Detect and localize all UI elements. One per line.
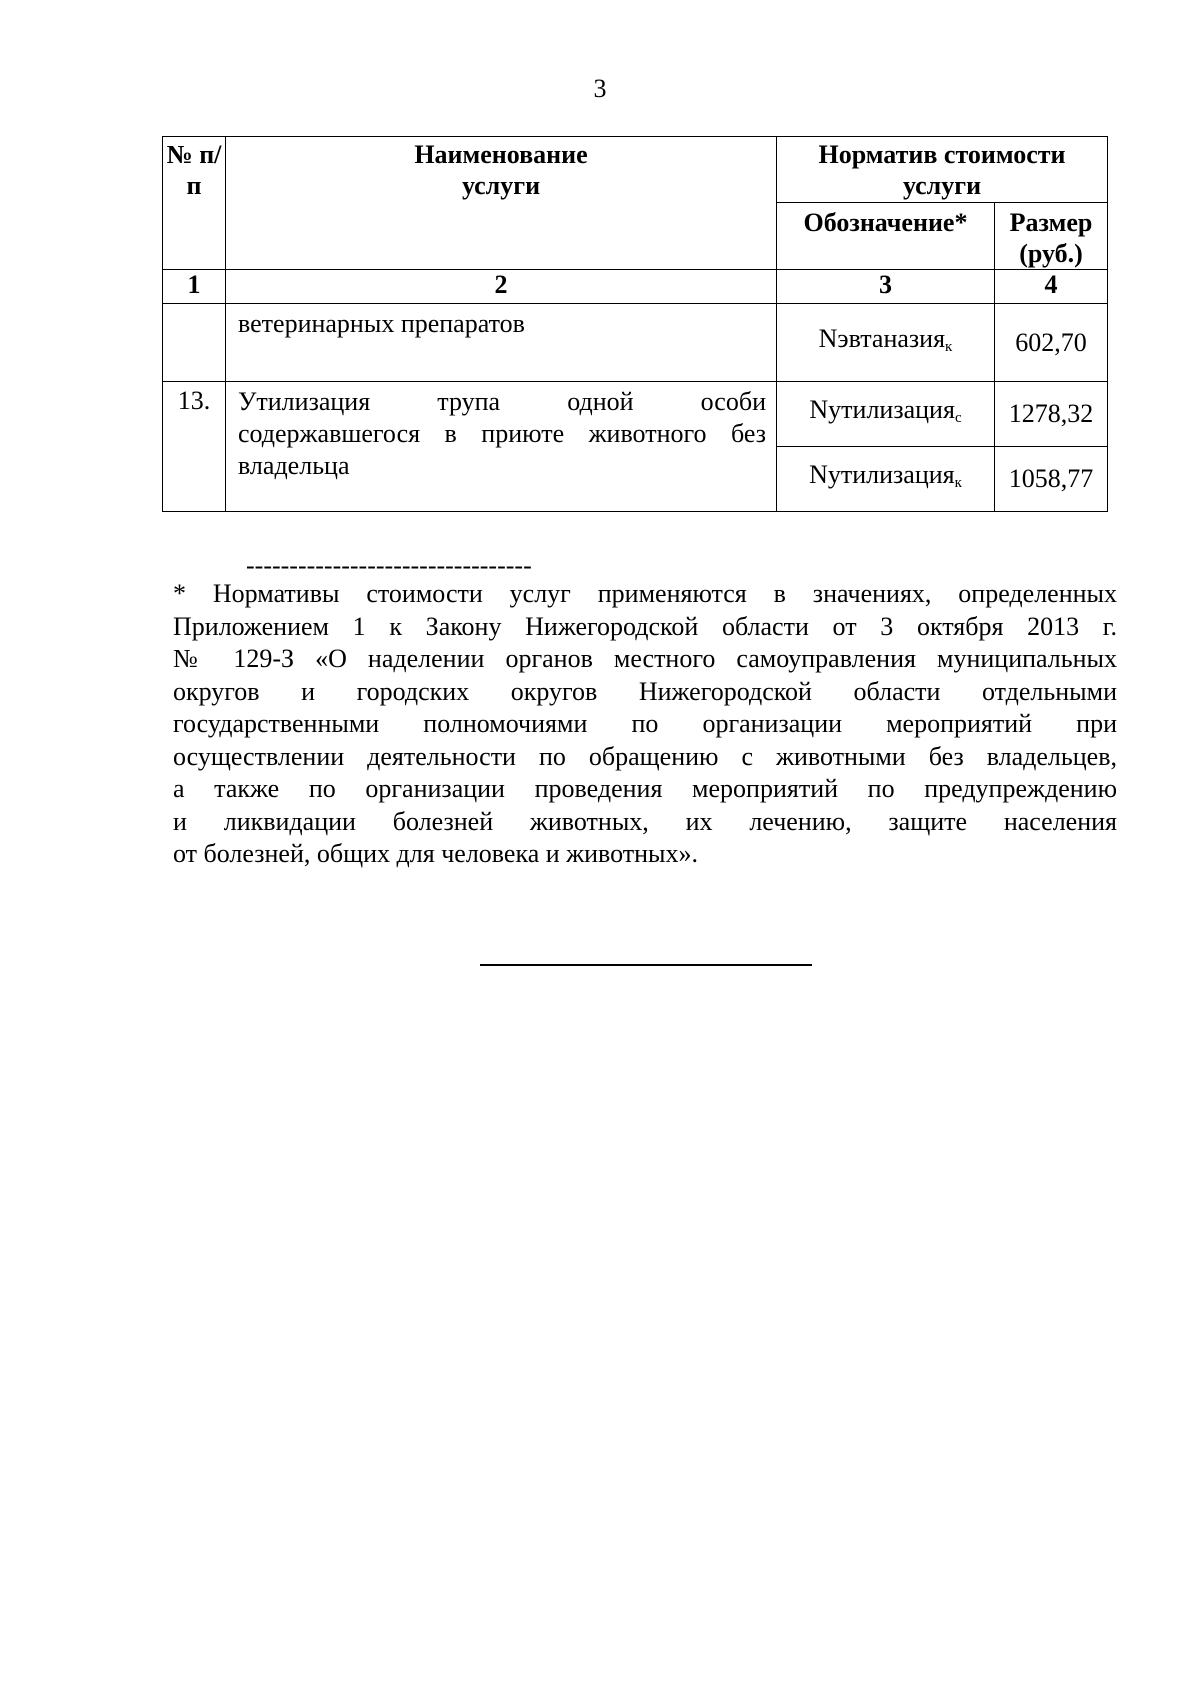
footnote-line: а также по организации проведения мероприятий по предупреждению [173, 774, 1117, 803]
designation-cell [777, 382, 995, 447]
service-name-line-3: владельца [238, 451, 350, 480]
footnote-line: округов и городских округов Нижегородской области отдельными [173, 676, 1117, 706]
designation-index: с [954, 410, 962, 426]
size-value: 1278,32 [995, 382, 1108, 447]
table-header-row [163, 137, 1108, 203]
header-number: № п/п [163, 137, 226, 270]
footnote-line: № 129-З «О наделении органов местного самоуправления муниципальных [173, 644, 1117, 673]
service-name [226, 382, 777, 512]
footnote-line: * Нормативы стоимости услуг применяются в значениях, определенных [173, 579, 1117, 608]
services-table [162, 136, 1108, 512]
designation-base: Nэвтаназия [818, 323, 946, 353]
designation-index: к [954, 475, 962, 491]
header-cost-norm [777, 137, 1108, 203]
designation-base: Nутилизация [809, 395, 955, 424]
size-value: 1058,77 [995, 447, 1108, 512]
footnote-line: Приложением 1 к Закону Нижегородской области от 3 октября 2013 г. [173, 611, 1117, 641]
column-number-2: 2 [226, 270, 777, 304]
footnote-separator: --------------------------------- [246, 551, 532, 580]
designation-base: Nутилизация [809, 460, 955, 489]
footnote-line: от болезней, общих для человека и животных». [173, 839, 699, 868]
footnote-line: осуществлении деятельности по обращению с животными без владельцев, [173, 741, 1117, 771]
footnote-line: и ликвидации болезней животных, их лечению, защите населения [173, 806, 1117, 836]
designation-cell [777, 447, 995, 512]
row-number: 13. [163, 382, 226, 512]
column-number-4: 4 [995, 270, 1108, 304]
row-number [163, 304, 226, 382]
service-name-line-2: содержавшегося в приюте животного без [238, 419, 766, 448]
designation-cell [777, 304, 995, 382]
designation-index: к [945, 338, 953, 355]
service-name-line-1: Утилизация трупа одной особи [238, 387, 766, 416]
footnote [173, 578, 1117, 871]
end-rule [480, 964, 812, 966]
size-value: 602,70 [995, 304, 1108, 382]
header-size [995, 203, 1108, 270]
page-number: 3 [593, 74, 607, 103]
table-row [163, 304, 1108, 382]
service-name: ветеринарных препаратов [226, 304, 777, 382]
column-numbers-row [163, 270, 1108, 304]
column-number-1: 1 [163, 270, 226, 304]
header-service-name-text: Наименование услуги [414, 140, 588, 200]
header-cost-norm-text: Норматив стоимости услуги [818, 140, 1066, 200]
header-size-text: Размер (руб.) [1009, 208, 1093, 268]
header-designation: Обозначение* [777, 203, 995, 270]
footnote-line: государственными полномочиями по организации мероприятий при [173, 709, 1117, 738]
header-service-name [226, 137, 777, 270]
column-number-3: 3 [777, 270, 995, 304]
table-row [163, 382, 1108, 447]
